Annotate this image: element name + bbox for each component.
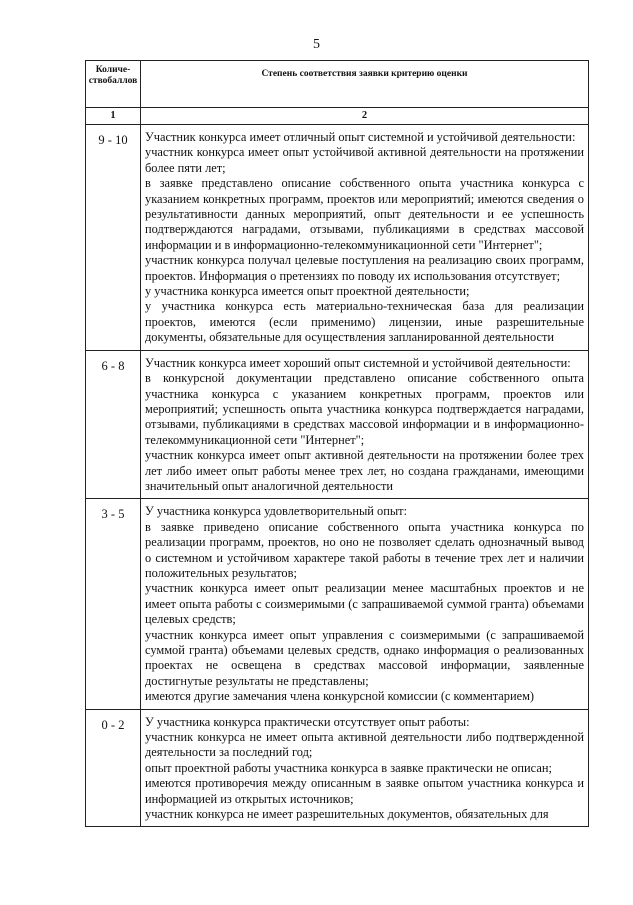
text-line: У участника конкурса удовлетворительный опыт: [145, 504, 408, 519]
column-number-2: 2 [141, 108, 589, 125]
text-line: У участника конкурса практически отсутствует опыт работы: [145, 714, 470, 729]
text-line: имеются противоречия между описанным в заявке опытом участника конкурса и информацией из открытых источников; [145, 776, 584, 806]
column-number-row [86, 108, 589, 125]
score-column-header-text [89, 65, 138, 86]
criteria-description [141, 125, 589, 351]
text-line: баллов [107, 76, 138, 86]
text-line: участник конкурса имеет опыт активной деятельности на протяжении более трех лет либо имеет опыт работы менее трех лет, но создана гражданами, имеющими значительный опыт аналогичной деятельности [145, 448, 584, 493]
score-range: 9 - 10 [86, 125, 141, 351]
text-line: имеются другие замечания члена конкурсной комиссии (с комментарием) [145, 689, 535, 704]
text-line: у участника конкурса есть материально-техническая база для реализации проектов, имеются (если применимо) лицензии, иные разрешительные документы, обязательные для осуществления запланированной деятельности [145, 299, 584, 345]
text-line: опыт проектной работы участника конкурса в заявке практически не описан; [145, 760, 552, 775]
text-line: участник конкурса имеет опыт устойчивой активной деятельности на протяжении более пяти лет; [145, 145, 584, 175]
text-line: в заявке представлено описание собственного опыта участника конкурса с указанием конкретных программ, проектов или мероприятий; имеются сведения о результативности данных мероприятий, опыт деятельности и ее успешность подтверждаются наградами, отзывами, публикациями в средствах массовой информации и в информационно-телекоммуникационной сети "Интернет"; [145, 176, 584, 252]
table-row [86, 499, 589, 709]
score-range: 0 - 2 [86, 709, 141, 827]
text-line: Участник конкурса имеет отличный опыт системной и устойчивой деятельности: [145, 130, 576, 144]
column-number-1: 1 [86, 108, 141, 125]
score-range: 3 - 5 [86, 499, 141, 709]
score-column-header [86, 61, 141, 108]
text-line: Количе- [95, 65, 131, 75]
text-line: в конкурсной документации представлено описание собственного опыта участника конкурса с указанием конкретных программ, проектов или мероприятий; успешность опыта участника конкурса подтверждается наградами, отзывами, публикациями в средствах массовой информации и в информационно- телекоммуникационной сети "Интернет"; [145, 371, 584, 447]
text-line: ство [88, 76, 108, 86]
text-line: участник конкурса получал целевые поступления на реализацию своих программ, проектов. Информация о претензиях по поводу их использования отсутствует; [145, 253, 584, 283]
text-line: участник конкурса имеет опыт реализации менее масштабных проектов и не имеет опыта работы с соизмеримыми (с запрашиваемой суммой гранта) объемами целевых средств; [145, 581, 584, 627]
text-line: участник конкурса имеет опыт управления с соизмеримыми (с запрашиваемой суммой гранта) объемами целевых средств, однако информация о реализованных проектах не освещена в средствах массовой информации, заявленные достигнутые результаты не представлены; [145, 627, 584, 688]
text-line: Участник конкурса имеет хороший опыт системной и устойчивой деятельности: [145, 355, 571, 370]
criteria-description [141, 350, 589, 499]
table-row [86, 350, 589, 499]
text-line: участник конкурса не имеет опыта активной деятельности либо подтвержденной деятельности за последний год; [145, 730, 584, 760]
criteria-table [85, 60, 589, 827]
table-row [86, 125, 589, 351]
criteria-description [141, 499, 589, 709]
criteria-description [141, 709, 589, 827]
table-header-row [86, 61, 589, 108]
criteria-column-header: Степень соответствия заявки критерию оценки [141, 61, 589, 108]
text-line: у участника конкурса имеется опыт проектной деятельности; [145, 284, 470, 299]
table-row [86, 709, 589, 827]
score-range: 6 - 8 [86, 350, 141, 499]
text-line: в заявке приведено описание собственного опыта участника конкурса по реализации программ, проектов, но оно не позволяет сделать однозначный вывод о системном и устойчивом характере такой работы в течение трех лет и наличии положительных результатов; [145, 519, 584, 580]
text-line: участник конкурса не имеет разрешительных документов, обязательных для [145, 807, 549, 822]
page-number: 5 [313, 37, 320, 52]
